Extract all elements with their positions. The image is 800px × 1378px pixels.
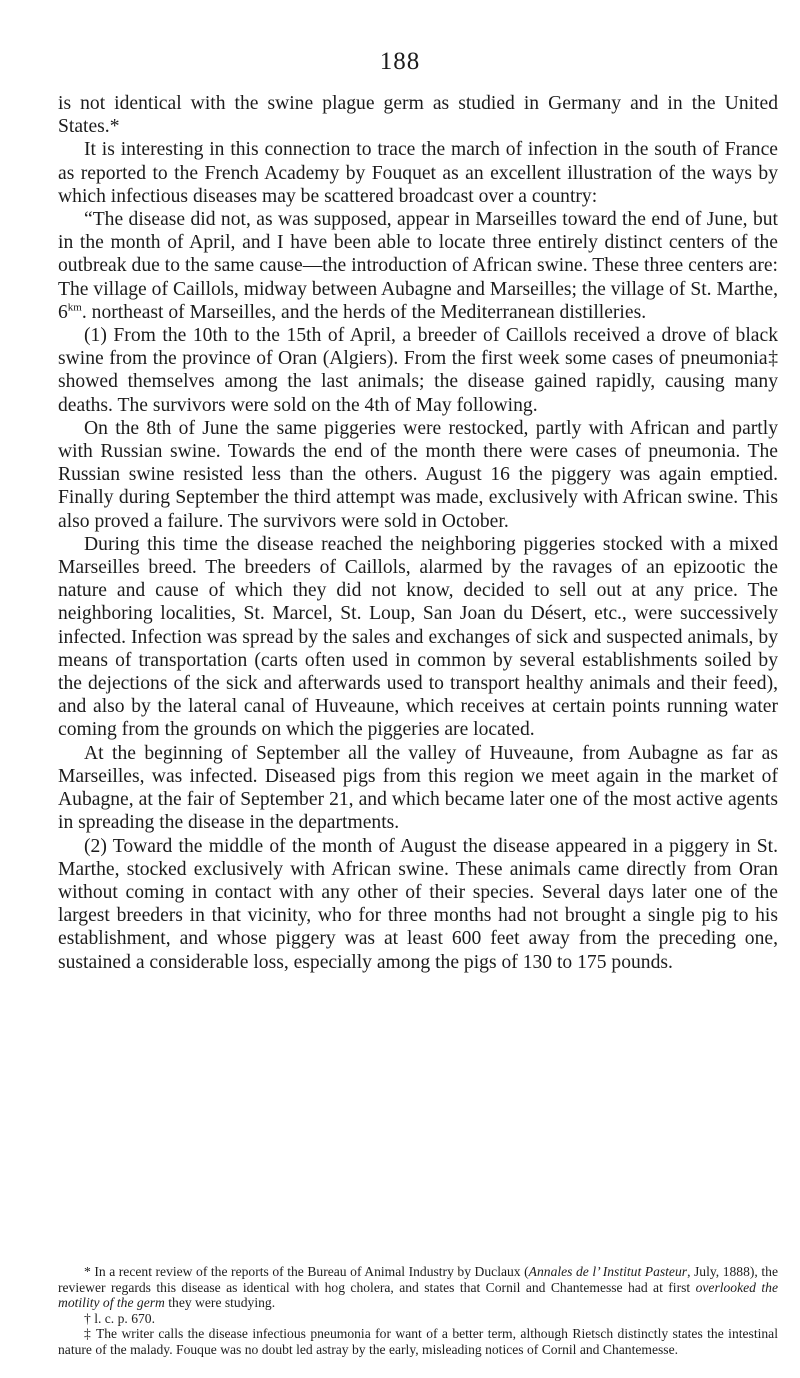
paragraph-text: (1) From the 10th to the 15th of April, a breeder of Caillols received a drove of black swine from the province of Oran (Algiers). From the first week some cases of pneumonia (58, 325, 778, 370)
footnote-reference: ‡ (767, 348, 778, 370)
page-number: 188 (379, 48, 421, 75)
footnote-emphasis: overlooked the motility of the germ (58, 1279, 778, 1311)
footnote-1 (58, 1264, 778, 1311)
footnote-text: * In a recent review of the reports of the Bureau of Animal Industry by Duclaux ( (84, 1264, 529, 1279)
paragraph-text: showed themselves among the last animals; the disease gained rapidly, causing many deaths. The survivors were sold on the 4th of May following. (58, 371, 778, 416)
paragraph-restocking: On the 8th of June the same piggeries were restocked, partly with African and partly with Russian swine. Towards the end of the month there were cases of pneumonia. The Russian swine resisted less than the others. August 16 the piggery was again emptied. Finally during September the third attempt was made, exclusively with African swine. This also proved a failure. The survivors were sold in October. (58, 417, 778, 532)
paragraph-spread: During this time the disease reached the neighboring piggeries stocked with a mixed Marseilles breed. The breeders of Caillols, alarmed by the ravages of an epizootic the nature and cause of which they did not know, decided to sell out at any price. The neighboring localities, St. Marcel, St. Loup, San Joan du Désert, etc., were successively infected. Infection was spread by the sales and exchanges of sick and suspected animals, by means of transportation (carts often used in common by several establishments soiled by the dejections of the sick and afterwards used to transport healthy animals and their feed), and also by the lateral canal of Huveaune, which receives at certain points running water coming from the grounds on which the piggeries are located. (58, 533, 778, 741)
paragraph-st-marthe: (2) Toward the middle of the month of August the disease appeared in a piggery in St. Marthe, stocked exclusively with African swine. These animals came directly from Oran without coming in contact with any other of their species. Several days later one of the largest breeders in that vicinity, who for three months had not brought a single pig to his establishment, and whose piggery was at least 600 feet away from the preceding one, sustained a considerable loss, especially among the pigs of 130 to 175 pounds. (58, 835, 778, 973)
paragraph-text: is not identical with the swine plague germ as studied in Germany and in the United States. (58, 93, 778, 138)
footnote-3: ‡ The writer calls the disease infectious pneumonia for want of a better term, although Rietsch distinctly states the intestinal nature of the malady. Fouque was no doubt led astray by the early, misleading notices of Cornil and Chantemesse. (58, 1326, 778, 1357)
paragraph-intro: It is interesting in this connection to trace the march of infection in the south of France as reported to the French Academy by Fouquet as an excellent illustration of the ways by which infectious diseases may be scattered broadcast over a country: (58, 139, 778, 207)
body-text (58, 92, 778, 974)
footnote-reference: * (109, 116, 120, 138)
footnote-text: they were studying. (164, 1295, 276, 1311)
superscript-unit: km (67, 301, 82, 314)
paragraph-huveaune: At the beginning of September all the valley of Huveaune, from Aubagne as far as Marseilles, was infected. Diseased pigs from this region we meet again in the market of Aubagne, at the fair of September 21, and which became later one of the most active agents in spreading the disease in the departments. (58, 742, 778, 834)
footnote-2: † l. c. p. 670. (84, 1310, 155, 1326)
paragraph-continuation (58, 92, 778, 138)
paragraph-text: . northeast of Marseilles, and the herds of the Mediterranean distilleries. (81, 301, 647, 323)
footnote-citation: Annales de l’ Institut Pasteur (528, 1264, 688, 1279)
paragraph-caillols (58, 324, 778, 417)
footnote-text: , July, 1888), the reviewer regards this disease as identical with hog cholera, and states that Cornil and Chantemesse had at first (58, 1264, 778, 1295)
paragraph-text: “The disease did not, as was supposed, appear in Marseilles toward the end of June, but in the month of April, and I have been able to locate three entirely distinct centers of the outbreak due to the same cause—the introduction of African swine. These three centers are: The village of Caillols, midway between Aubagne and Marseilles; the village of St. Marthe, 6 (58, 209, 778, 323)
footnotes (58, 1264, 778, 1358)
quote-paragraph-centers (58, 208, 778, 324)
